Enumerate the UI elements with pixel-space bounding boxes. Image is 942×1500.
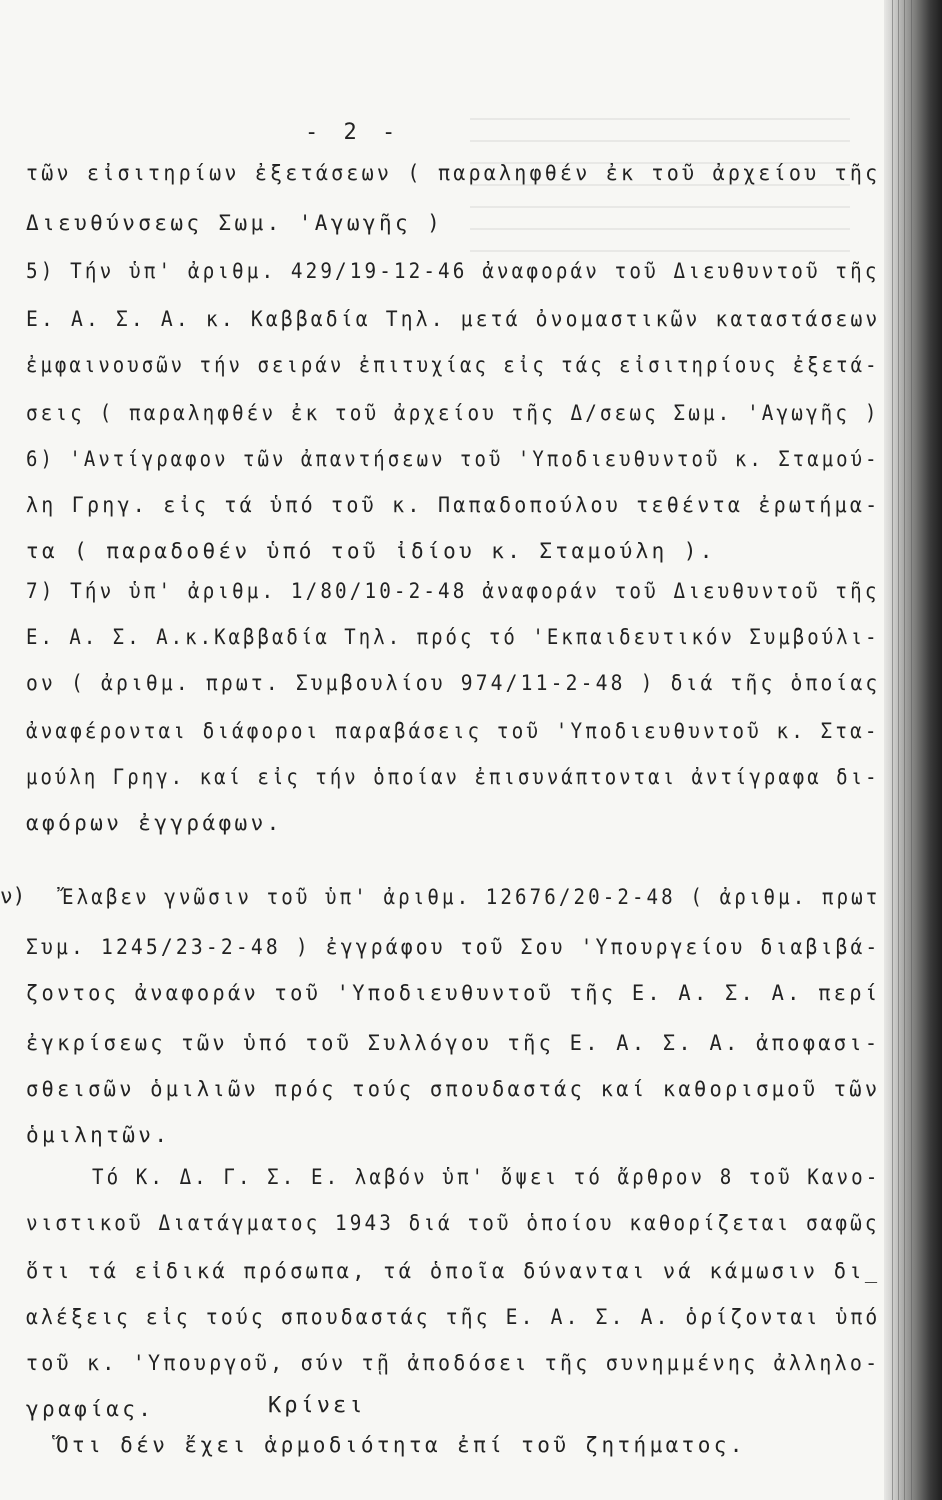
- text-line: Ε. Α. Σ. Α.κ.Καββαδία Τηλ. πρός τό 'Εκπαιδευτικόν Συμβούλι-: [26, 625, 880, 649]
- text-line: Συμ. 1245/23-2-48 ) ἐγγράφου τοῦ Σου 'Υπουργείου διαβιβά-: [26, 935, 881, 959]
- text-line: Ἔλαβεν γνῶσιν τοῦ ὑπ' ἀριθμ. 12676/20-2-48 ( ἀριθμ. πρωτ: [62, 885, 881, 909]
- text-line: 7) Τήν ὑπ' ἀριθμ. 1/80/10-2-48 ἀναφοράν τοῦ Διευθυντοῦ τῆς: [26, 579, 880, 603]
- text-line: σθεισῶν ὁμιλιῶν πρός τούς σπουδαστάς καί καθορισμοῦ τῶν: [26, 1077, 881, 1101]
- text-line: Ὅτι δέν ἔχει ἁρμοδιότητα ἐπί τοῦ ζητήματος.: [56, 1433, 746, 1457]
- text-line: αφόρων ἐγγράφων.: [26, 811, 283, 835]
- text-line: ἀναφέρονται διάφοροι παραβάσεις τοῦ 'Υποδιευθυντοῦ κ. Στα-: [26, 719, 880, 743]
- book-spine-edge: [884, 0, 942, 1500]
- text-line: 5) Τήν ὑπ' ἀριθμ. 429/19-12-46 ἀναφοράν τοῦ Διευθυντοῦ τῆς: [26, 259, 880, 283]
- text-line: σεις ( παραληφθέν ἐκ τοῦ ἀρχείου τῆς Δ/σεως Σωμ. 'Αγωγῆς ): [26, 401, 880, 425]
- text-line: τοῦ κ. 'Υπουργοῦ, σύν τῇ ἀποδόσει τῆς συνημμένης ἀλληλο-: [26, 1351, 881, 1375]
- text-line: τα ( παραδοθέν ὑπό τοῦ ἰδίου κ. Σταμούλη ).: [26, 539, 716, 563]
- text-line: νιστικοῦ Διατάγματος 1943 διά τοῦ ὁποίου καθορίζεται σαφῶς: [26, 1211, 880, 1235]
- text-line: ἐγκρίσεως τῶν ὑπό τοῦ Συλλόγου τῆς Ε. Α. Σ. Α. ἀποφασι-: [26, 1031, 881, 1055]
- text-line: ὅτι τά εἰδικά πρόσωπα, τά ὁποῖα δύνανται νά κάμωσιν δι_: [26, 1259, 881, 1283]
- text-line: τῶν εἰσιτηρίων ἐξετάσεων ( παραληφθέν ἐκ τοῦ ἀρχείου τῆς: [26, 161, 881, 185]
- text-line: Τό Κ. Δ. Γ. Σ. Ε. λαβόν ὑπ' ὄψει τό ἄρθρον 8 τοῦ Κανο-: [92, 1165, 881, 1189]
- decision-heading: Κρίνει: [268, 1393, 366, 1418]
- text-line: Ε. Α. Σ. Α. κ. Καββαδία Τηλ. μετά ὀνομαστικῶν καταστάσεων: [26, 307, 881, 331]
- page-number: - 2 -: [305, 120, 402, 145]
- text-line: λη Γρηγ. εἰς τά ὑπό τοῦ κ. Παπαδοπούλου τεθέντα ἐρωτήμα-: [26, 493, 881, 517]
- text-line: γραφίας.: [26, 1397, 155, 1421]
- text-line: μούλη Γρηγ. καί εἰς τήν ὁποίαν ἐπισυνάπτονται ἀντίγραφα δι-: [26, 765, 880, 789]
- text-line: Διευθύνσεως Σωμ. 'Αγωγῆς ): [26, 211, 444, 235]
- text-line: ζοντος ἀναφοράν τοῦ 'Υποδιευθυντοῦ τῆς Ε. Α. Σ. Α. περί: [26, 981, 881, 1005]
- text-line: ὁμιλητῶν.: [26, 1123, 171, 1147]
- section-marker: ν): [0, 884, 26, 908]
- text-line: ἐμφαινουσῶν τήν σειράν ἐπιτυχίας εἰς τάς εἰσιτηρίους ἐξετά-: [26, 353, 880, 377]
- text-line: 6) 'Αντίγραφον τῶν ἀπαντήσεων τοῦ 'Υποδιευθυντοῦ κ. Σταμού-: [26, 447, 880, 471]
- text-line: ον ( ἀριθμ. πρωτ. Συμβουλίου 974/11-2-48 ) διά τῆς ὁποίας: [26, 671, 881, 695]
- text-line: αλέξεις εἰς τούς σπουδαστάς τῆς Ε. Α. Σ. Α. ὁρίζονται ὑπό: [26, 1305, 881, 1329]
